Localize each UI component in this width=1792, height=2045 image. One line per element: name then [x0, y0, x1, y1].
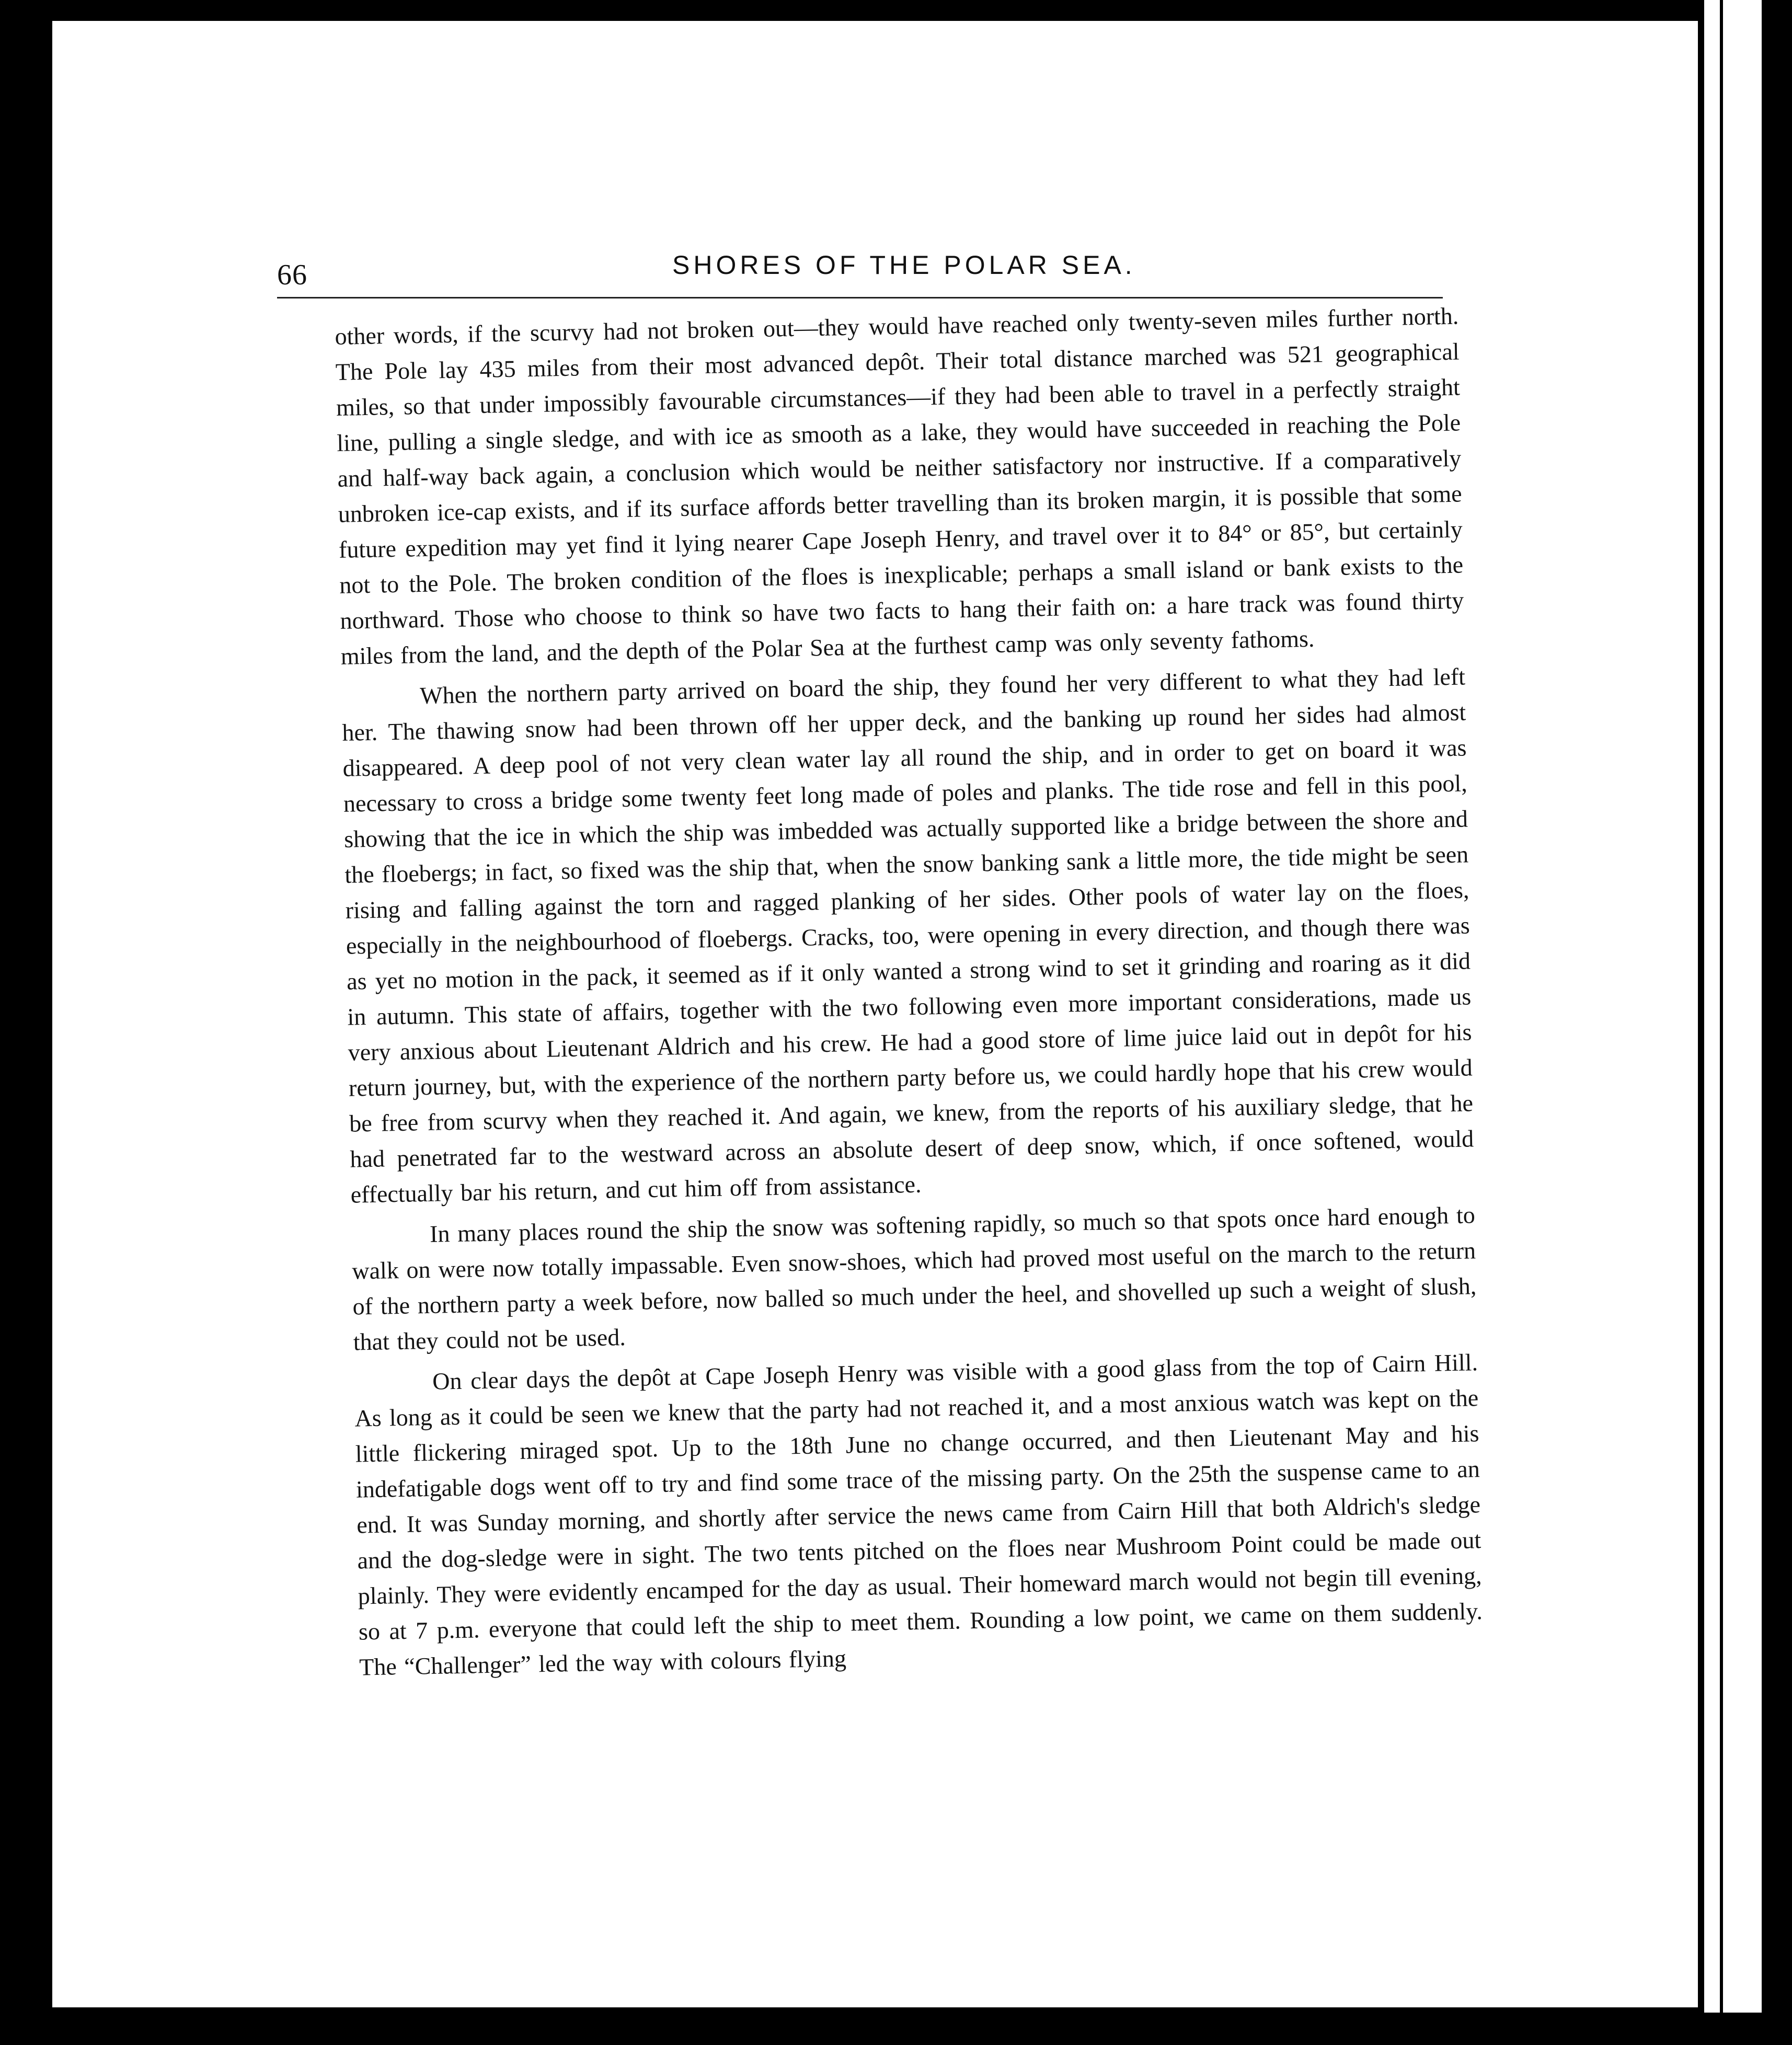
adjacent-page-edge	[1704, 0, 1762, 2045]
running-header	[277, 246, 1443, 303]
header-rule	[277, 297, 1443, 298]
paragraph-softening-snow: In many places round the ship the snow was softening rapidly, so much so that spots once hard enough to walk on were now totally impassable. Even snow-shoes, which had proved most useful on the march to the return of the northern party a week before, now balled so much under the heel, and shovelled up such a weight of slush, that they could not be used.	[351, 1201, 1477, 1355]
page-number: 66	[277, 259, 307, 291]
scan-mark-top	[502, 6, 622, 20]
body-text	[335, 298, 1484, 1691]
paragraph-northern-party-return: When the northern party arrived on board the ship, they found her very different to what they had left her. The thawing snow had been thrown off her upper deck, and the banking up round her sides had almost disappeared. A deep pool of not very clean water lay all round the ship, and in order to get on board it was necessary to cross a bridge some twenty feet long made of poles and planks. The tide rose and fell in this pool, showing that the ice in which the ship was imbedded was actually supported like a bridge between the shore and the floebergs; in fact, so fixed was the ship that, when the snow banking sank a little more, the tide might be seen rising and falling against the torn and ragged planking of her sides. Other pools of water lay on the floes, especially in the neighbourhood of floebergs. Cracks, too, were opening in every direction, and though there was as yet no motion in the pack, it seemed as if it only wanted a strong wind to set it grinding and roaring as it did in autumn. This state of affairs, together with the two following even more important considerations, made us very anxious about Lieutenant Aldrich and his crew. He had a good store of lime juice laid out in depôt for his return journey, but, with the experience of the northern party before us, we could hardly hope that his crew would be free from scurvy when they reached it. And again, we knew, from the reports of his auxiliary sledge, that he had penetrated far to the westward across an absolute desert of deep snow, which, if once softened, would effectually bar his return, and cut him off from assistance.	[342, 663, 1474, 1208]
paragraph-cairn-hill-watch: On clear days the depôt at Cape Joseph Henry was visible with a good glass from the top of Cairn Hill. As long as it could be seen we knew that the party had not reached it, and a most anxious watch was kept on the little flickering miraged spot. Up to the 18th June no change occurred, and then Lieutenant May and his indefatigable dogs went off to try and find some trace of the missing party. On the 25th the suspense came to an end. It was Sunday morning, and shortly after service the news came from Cairn Hill that both Aldrich's sledge and the dog-sledge were in sight. The two tents pitched on the floes near Mushroom Point could be made out plainly. They were evidently encamped for the day as usual. Their homeward march would not begin till evening, so at 7 p.m. everyone that could left the ship to meet them. Rounding a low point, we came on them suddenly. The “Challenger” led the way with colours flying	[354, 1349, 1483, 1681]
running-title: SHORES OF THE POLAR SEA.	[672, 250, 1136, 280]
scan-mark-left	[44, 883, 49, 891]
paragraph-continued: other words, if the scurvy had not broken out—they would have reached only twenty-seven miles further north. The Pole lay 435 miles from their most advanced depôt. Their total distance marched was 521 geographical miles, so that under impossibly favourable circumstances—if they had been able to travel in a perfectly straight line, pulling a single sledge, and with ice as smooth as a lake, they would have succeeded in reaching the Pole and half-way back again, a conclusion which would be neither satisfactory nor instructive. If a comparatively unbroken ice-cap exists, and if its surface affords better travelling than its broken margin, it is possible that some future expedition may yet find it lying nearer Cape Joseph Henry, and travel over it to 84° or 85°, but certainly not to the Pole. The broken condition of the floes is inexplicable; perhaps a small island or bank exists to the northward. Those who choose to think so have two facts to hang their faith on: a hare track was found thirty miles from the land, and the depth of the Polar Sea at the furthest camp was only seventy fathoms.	[335, 302, 1464, 670]
page-edge-rule	[1720, 0, 1723, 2045]
scan-bottom-border	[0, 2013, 1792, 2045]
scan-mark-left-lower	[5, 1845, 12, 1853]
